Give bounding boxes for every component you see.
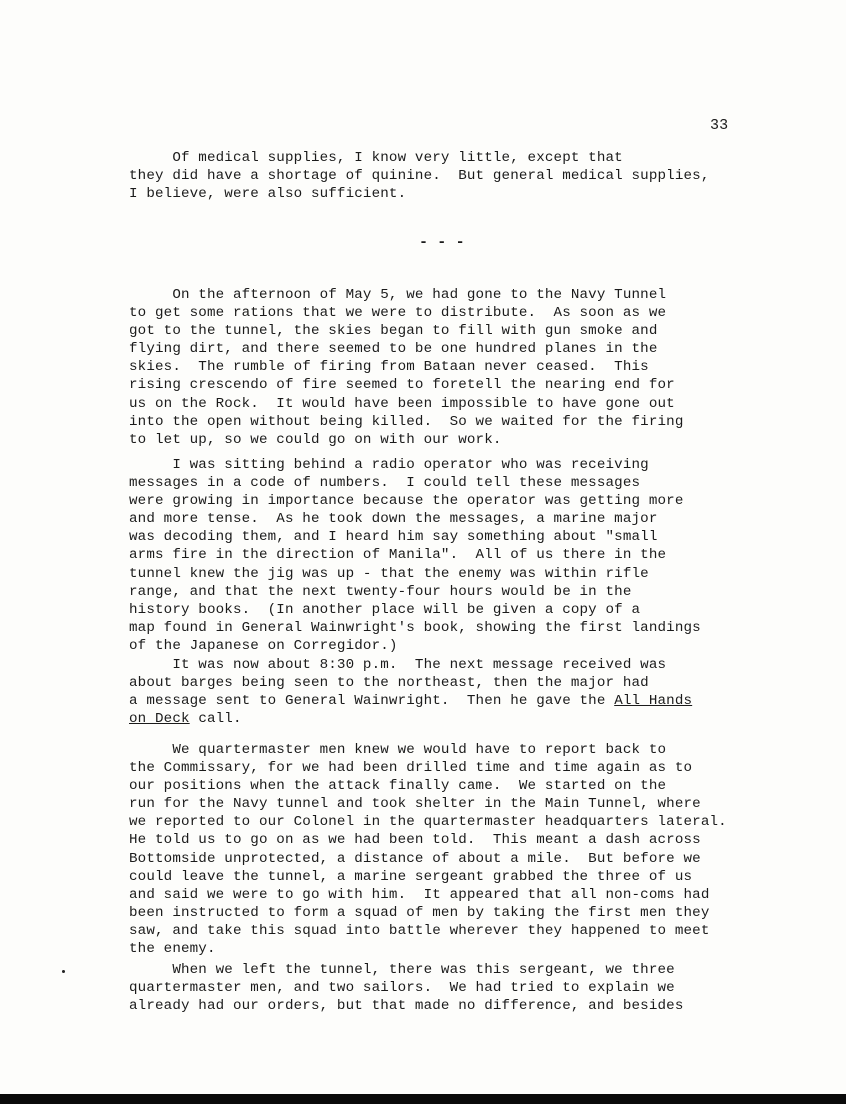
- underlined-phrase: All Hands: [614, 693, 693, 710]
- text-line: they did have a shortage of quinine. But general medical supplies,: [129, 168, 710, 185]
- paragraph-radio-operator: [129, 456, 829, 655]
- text-line: history books. (In another place will be given a copy of a: [129, 601, 641, 618]
- text-line: It was now about 8:30 p.m. The next message received was: [129, 657, 667, 673]
- text-fragment: a message sent to General Wainwright. Then he gave the: [129, 693, 615, 710]
- text-line: were growing in importance because the operator was getting more: [129, 493, 684, 510]
- section-separator: - - -: [419, 234, 465, 251]
- text-line: [129, 692, 829, 710]
- text-line: got to the tunnel, the skies began to fill with gun smoke and: [129, 323, 658, 340]
- paragraph-message-received: [129, 656, 829, 728]
- text-line: into the open without being killed. So we waited for the firing: [129, 413, 684, 430]
- text-line: I was sitting behind a radio operator who was receiving: [129, 457, 649, 473]
- underlined-phrase: on Deck: [129, 711, 190, 728]
- text-line: and more tense. As he took down the messages, a marine major: [129, 511, 658, 528]
- text-line: When we left the tunnel, there was this sergeant, we three: [129, 962, 675, 978]
- margin-mark: [62, 970, 65, 973]
- text-line: and said we were to go with him. It appeared that all non-coms had: [129, 886, 710, 903]
- text-line: rising crescendo of fire seemed to foretell the nearing end for: [129, 377, 675, 394]
- paragraph-navy-tunnel: [129, 286, 829, 449]
- scan-edge: [0, 1094, 846, 1104]
- text-line: about barges being seen to the northeast, then the major had: [129, 675, 649, 692]
- text-line: skies. The rumble of firing from Bataan never ceased. This: [129, 359, 649, 376]
- text-line: tunnel knew the jig was up - that the enemy was within rifle: [129, 565, 649, 582]
- text-line: been instructed to form a squad of men by taking the first men they: [129, 904, 710, 921]
- text-line: [129, 710, 829, 728]
- paragraph-leaving-tunnel: [129, 961, 829, 1015]
- text-line: to let up, so we could go on with our work.: [129, 431, 502, 448]
- text-line: of the Japanese on Corregidor.): [129, 637, 398, 654]
- text-line: messages in a code of numbers. I could tell these messages: [129, 475, 641, 492]
- text-line: we reported to our Colonel in the quartermaster headquarters lateral.: [129, 814, 727, 831]
- page-number: 33: [710, 117, 729, 134]
- text-fragment: call.: [189, 711, 242, 728]
- text-line: our positions when the attack finally came. We started on the: [129, 778, 667, 795]
- text-line: to get some rations that we were to distribute. As soon as we: [129, 305, 667, 322]
- paragraph-medical-supplies: [129, 149, 829, 203]
- text-line: arms fire in the direction of Manila". All of us there in the: [129, 547, 667, 564]
- text-line: was decoding them, and I heard him say something about "small: [129, 529, 658, 546]
- text-line: map found in General Wainwright's book, showing the first landings: [129, 619, 701, 636]
- text-line: the Commissary, for we had been drilled time and time again as to: [129, 760, 693, 777]
- text-line: run for the Navy tunnel and took shelter in the Main Tunnel, where: [129, 796, 701, 813]
- text-line: range, and that the next twenty-four hours would be in the: [129, 583, 632, 600]
- text-line: already had our orders, but that made no difference, and besides: [129, 998, 684, 1015]
- text-line: We quartermaster men knew we would have to report back to: [129, 742, 667, 758]
- paragraph-quartermaster-men: [129, 741, 829, 958]
- text-line: the enemy.: [129, 941, 216, 958]
- text-line: Bottomside unprotected, a distance of about a mile. But before we: [129, 850, 701, 867]
- text-line: quartermaster men, and two sailors. We had tried to explain we: [129, 980, 675, 997]
- text-line: I believe, were also sufficient.: [129, 186, 407, 203]
- text-line: He told us to go on as we had been told. This meant a dash across: [129, 832, 701, 849]
- text-line: saw, and take this squad into battle wherever they happened to meet: [129, 922, 710, 939]
- text-line: flying dirt, and there seemed to be one hundred planes in the: [129, 341, 658, 358]
- text-line: Of medical supplies, I know very little, except that: [129, 150, 623, 166]
- text-line: On the afternoon of May 5, we had gone to the Navy Tunnel: [129, 287, 667, 303]
- text-line: us on the Rock. It would have been impossible to have gone out: [129, 395, 675, 412]
- text-line: could leave the tunnel, a marine sergeant grabbed the three of us: [129, 868, 693, 885]
